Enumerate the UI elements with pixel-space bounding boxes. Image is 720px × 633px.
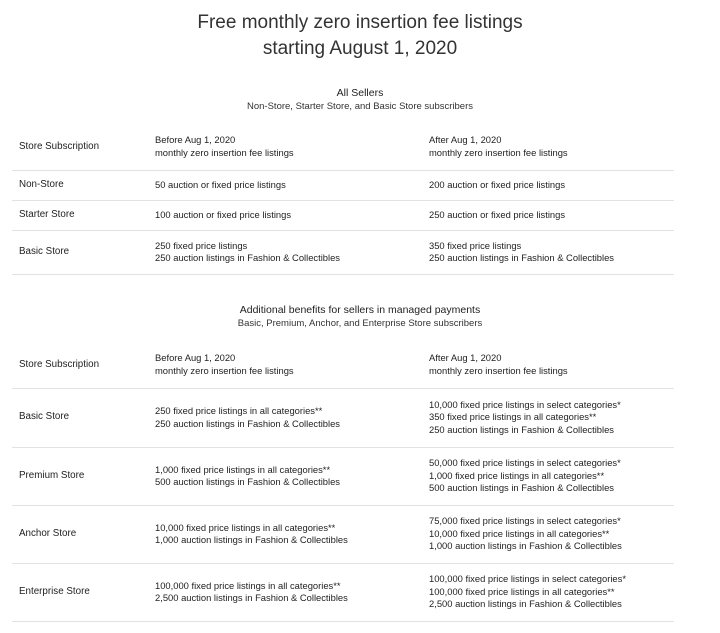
table-row — [12, 505, 674, 563]
header-after — [422, 124, 674, 170]
row-before-line: 100 auction or fixed price listings — [155, 208, 292, 220]
row-store-name: Premium Store — [12, 447, 148, 505]
header-before-desc: monthly zero insertion fee listings — [155, 364, 294, 376]
managed-payments-table — [12, 342, 674, 622]
row-after-line: 200 auction or fixed price listings — [429, 178, 566, 190]
row-before-line: 250 fixed price listings in all categories** — [155, 405, 323, 416]
section-1-heading — [0, 86, 720, 113]
row-before — [148, 230, 422, 274]
row-store-name: Basic Store — [12, 388, 148, 447]
section-2-title: Additional benefits for sellers in managed payments — [239, 304, 481, 316]
row-after-line: 350 fixed price listings in all categories** — [429, 411, 597, 423]
header-after — [422, 342, 674, 388]
row-after-line: 75,000 fixed price listings in select categories* — [429, 515, 621, 527]
header-before-date: Before Aug 1, 2020 — [155, 352, 236, 364]
row-store-name: Anchor Store — [12, 505, 148, 563]
row-before-line: 250 auction listings in Fashion & Collectibles — [155, 417, 340, 429]
table-row — [12, 563, 674, 621]
row-before-line: 500 auction listings in Fashion & Collectibles — [155, 476, 340, 487]
header-before-date: Before Aug 1, 2020 — [155, 134, 236, 146]
header-after-desc: monthly zero insertion fee listings — [429, 146, 568, 158]
row-after — [422, 170, 674, 200]
row-before — [148, 563, 422, 621]
row-after — [422, 505, 674, 563]
row-store-name: Non-Store — [12, 170, 148, 200]
row-after-line: 10,000 fixed price listings in select categories* — [429, 398, 621, 410]
row-after-line: 500 auction listings in Fashion & Collectibles — [429, 482, 614, 494]
row-after — [422, 230, 674, 274]
header-after-date: After Aug 1, 2020 — [429, 134, 502, 146]
section-1-subtitle: Non-Store, Starter Store, and Basic Store subscribers — [247, 101, 473, 112]
row-after — [422, 447, 674, 505]
row-before-line: 2,500 auction listings in Fashion & Collectibles — [155, 592, 348, 603]
row-store-name: Starter Store — [12, 200, 148, 230]
row-after-line: 250 auction or fixed price listings — [429, 208, 566, 220]
table-row — [12, 230, 674, 274]
header-before — [148, 342, 422, 388]
row-before-line: 10,000 fixed price listings in all categories** — [155, 521, 336, 533]
page-title-line-1: Free monthly zero insertion fee listings — [197, 12, 523, 33]
row-after-line: 250 auction listings in Fashion & Collectibles — [429, 252, 614, 263]
row-before — [148, 200, 422, 230]
row-after — [422, 388, 674, 447]
row-before — [148, 388, 422, 447]
row-after-line: 100,000 fixed price listings in select categories* — [429, 573, 626, 585]
row-before-line: 1,000 auction listings in Fashion & Collectibles — [155, 534, 348, 545]
header-before — [148, 124, 422, 170]
row-before-line: 250 auction listings in Fashion & Collectibles — [155, 252, 340, 263]
row-before — [148, 505, 422, 563]
row-before — [148, 170, 422, 200]
header-before-desc: monthly zero insertion fee listings — [155, 146, 294, 158]
page-title-line-2: starting August 1, 2020 — [262, 38, 458, 59]
row-before-line: 100,000 fixed price listings in all categories** — [155, 579, 341, 591]
table-row — [12, 388, 674, 447]
row-after-line: 100,000 fixed price listings in all categories** — [429, 585, 615, 597]
row-after-line: 350 fixed price listings — [429, 239, 522, 251]
table-row — [12, 447, 674, 505]
page-title — [0, 10, 720, 62]
header-store-subscription: Store Subscription — [12, 124, 148, 170]
row-after-line: 250 auction listings in Fashion & Collectibles — [429, 423, 614, 435]
row-after-line: 50,000 fixed price listings in select categories* — [429, 457, 621, 469]
row-after-line: 1,000 fixed price listings in all categories** — [429, 469, 605, 481]
row-after-line: 1,000 auction listings in Fashion & Collectibles — [429, 540, 622, 552]
section-2-heading — [0, 303, 720, 330]
section-1-title: All Sellers — [336, 87, 384, 99]
table-row — [12, 200, 674, 230]
row-after-line: 2,500 auction listings in Fashion & Collectibles — [429, 598, 622, 610]
header-after-desc: monthly zero insertion fee listings — [429, 364, 568, 376]
row-before-line: 50 auction or fixed price listings — [155, 178, 286, 190]
section-2-subtitle: Basic, Premium, Anchor, and Enterprise Store subscribers — [237, 318, 483, 329]
row-store-name: Basic Store — [12, 230, 148, 274]
table-header-row — [12, 124, 674, 170]
row-before — [148, 447, 422, 505]
row-store-name: Enterprise Store — [12, 563, 148, 621]
row-after-line: 10,000 fixed price listings in all categories** — [429, 527, 610, 539]
table-header-row — [12, 342, 674, 388]
row-before-line: 250 fixed price listings — [155, 239, 248, 251]
row-before-line: 1,000 fixed price listings in all categories** — [155, 463, 331, 475]
row-after — [422, 200, 674, 230]
all-sellers-table — [12, 124, 674, 275]
row-after — [422, 563, 674, 621]
header-store-subscription: Store Subscription — [12, 342, 148, 388]
header-after-date: After Aug 1, 2020 — [429, 352, 502, 364]
table-row — [12, 170, 674, 200]
